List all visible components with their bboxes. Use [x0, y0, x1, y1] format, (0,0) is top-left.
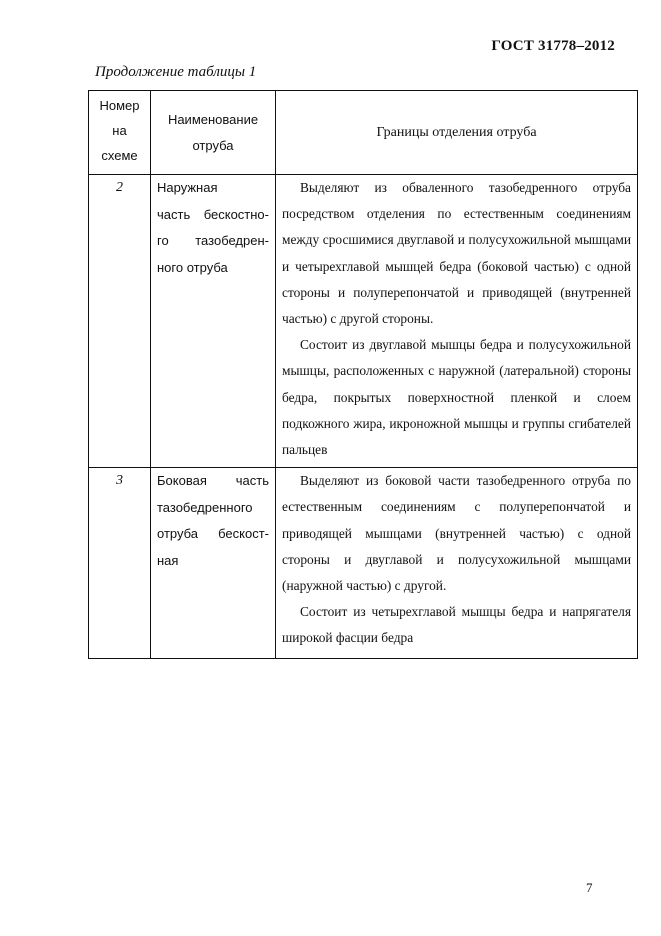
row-name: [151, 175, 276, 468]
row-bounds-paragraph: Выделяют из боковой части тазобедренного отруба по естественным соединениям с полуперепончатой и приводящей мышцами (внутренней частью) с одной стороны и двуглавой и полусухожильной мышцами (наружной частью) с другой.: [282, 473, 631, 594]
table-header-row: [89, 91, 638, 175]
row-name-line: го тазобедрен-: [157, 233, 269, 248]
column-header-number-line: Номер: [99, 98, 140, 113]
cuts-table: [88, 90, 638, 659]
row-name-line: отруба бескост-: [157, 526, 269, 542]
row-name-line: ная: [157, 552, 179, 568]
table-row: [89, 175, 638, 468]
column-header-name-line: Наименование: [167, 111, 259, 127]
row-name: [151, 468, 276, 658]
row-bounds-paragraph: Состоит из двуглавой мышцы бедра и полусухожильной мышцы, расположенных с наружной (латеральной) стороны бедра, покрытых поверхностной пленкой и слоем подкожного жира, икроножной мышцы и группы сгибателей пальцев: [282, 337, 631, 458]
row-name-line: часть бескостно-: [157, 206, 269, 222]
row-name-line: тазобедренного: [157, 499, 253, 515]
table-row: [89, 468, 638, 658]
row-name-line: Наружная: [157, 180, 218, 195]
row-name-line: ного отруба: [157, 259, 228, 275]
column-header-number-line: схеме: [101, 148, 138, 163]
row-name-line: Боковая часть: [157, 473, 269, 489]
standard-header: ГОСТ 31778–2012: [491, 38, 615, 54]
row-bounds: [276, 468, 638, 658]
column-header-number-line: на: [112, 123, 127, 138]
row-number: 3: [89, 468, 151, 658]
column-header-bounds: Границы отделения отруба: [276, 91, 638, 175]
table-caption: Продолжение таблицы 1: [95, 64, 257, 80]
row-bounds: [276, 175, 638, 468]
column-header-name-line: отруба: [192, 137, 234, 153]
column-header-number: [89, 91, 151, 175]
column-header-name: [151, 91, 276, 175]
page-number: 7: [586, 880, 593, 895]
row-number: 2: [89, 175, 151, 468]
row-bounds-paragraph: Состоит из четырехглавой мышцы бедра и напрягателя широкой фасции бедра: [282, 604, 631, 646]
row-bounds-paragraph: Выделяют из обваленного тазобедренного отруба посредством отделения по естественным соединениям между сросшимися двуглавой и полусухожильной мышцами и четырехглавой мышцей бедра (боковой частью) с одной стороны и полуперепончатой и приводящей (внутренней частью) с другой стороны.: [282, 180, 631, 327]
